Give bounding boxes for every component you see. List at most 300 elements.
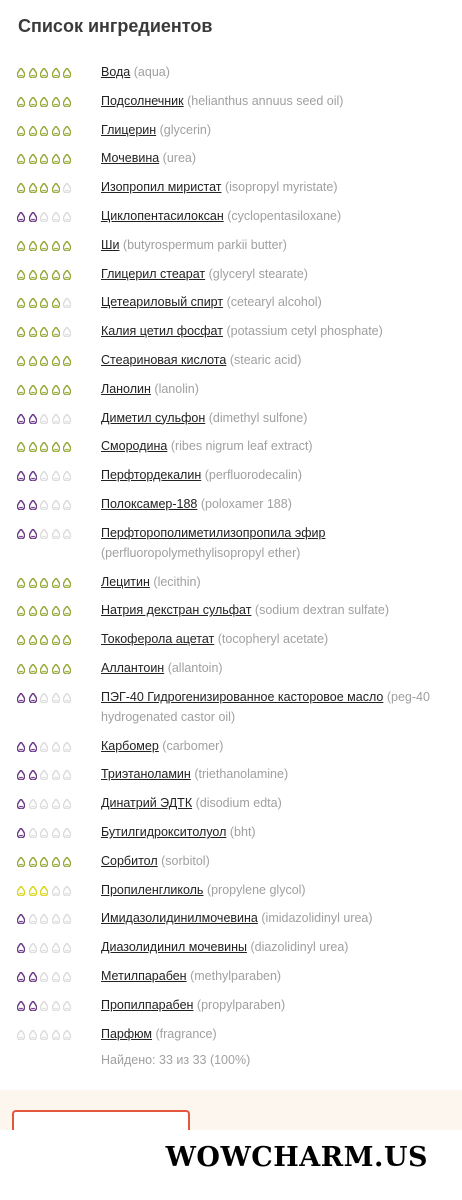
ingredient-text <box>101 523 451 563</box>
ingredient-text <box>101 822 451 842</box>
ingredient-name-link[interactable]: Вода <box>101 65 131 79</box>
drop-icon <box>29 327 37 336</box>
safety-rating <box>17 154 75 163</box>
ingredient-text <box>101 494 451 514</box>
ingredient-name-link[interactable]: Карбомер <box>101 738 159 753</box>
drop-icon <box>17 578 25 587</box>
safety-rating <box>17 241 75 250</box>
ingredient-name-link[interactable]: ПЭГ-40 Гидрогенизированное касторовое масло <box>101 689 384 704</box>
ingredient-name-link[interactable]: Калия цетил фосфат <box>101 324 223 339</box>
drop-icon <box>40 241 48 250</box>
drop-icon <box>52 799 60 808</box>
drop-icon <box>52 886 60 895</box>
drop-icon <box>63 1030 71 1039</box>
ingredient-name-link[interactable]: Пропилпарабен <box>101 997 194 1012</box>
drop-icon <box>52 327 60 336</box>
drop-icon <box>63 298 71 307</box>
drop-icon <box>63 471 71 480</box>
ingredient-text <box>101 793 451 813</box>
drop-icon <box>52 693 60 702</box>
drop-icon <box>52 471 60 480</box>
ingredient-name-link[interactable]: Цетеариловый спирт <box>101 295 224 310</box>
ingredient-name-link[interactable]: Смородина <box>101 439 168 454</box>
drop-icon <box>29 414 37 423</box>
drop-icon <box>40 770 48 779</box>
safety-rating <box>17 212 75 221</box>
ingredient-text <box>101 264 451 284</box>
ingredient-text <box>101 629 451 649</box>
drop-icon <box>17 799 25 808</box>
ingredient-latin: (sorbitol) <box>161 853 210 868</box>
safety-rating <box>17 270 75 279</box>
ingredient-latin: (lanolin) <box>154 381 199 396</box>
drop-icon <box>17 635 25 644</box>
drop-icon <box>40 943 48 952</box>
drop-icon <box>40 385 48 394</box>
drop-icon <box>17 886 25 895</box>
drop-icon <box>29 529 37 538</box>
ingredient-text <box>101 764 451 784</box>
drop-icon <box>63 972 71 981</box>
ingredient-latin: (ribes nigrum leaf extract) <box>170 439 313 454</box>
safety-rating <box>17 442 75 451</box>
drop-icon <box>40 578 48 587</box>
drop-icon <box>17 97 25 106</box>
drop-icon <box>63 693 71 702</box>
drop-icon <box>52 241 60 250</box>
drop-icon <box>63 742 71 751</box>
drop-icon <box>29 154 37 163</box>
drop-icon <box>17 664 25 673</box>
ingredient-name-link[interactable]: Сорбитол <box>101 853 158 868</box>
ingredient-name-link[interactable]: Имидазолидинилмочевина <box>101 911 258 926</box>
safety-rating <box>17 578 75 587</box>
ingredient-text <box>101 880 451 900</box>
drop-icon <box>17 183 25 192</box>
drop-icon <box>52 356 60 365</box>
safety-rating <box>17 471 75 480</box>
drop-icon <box>29 500 37 509</box>
ingredient-latin: (allantoin) <box>167 661 223 675</box>
drop-icon <box>63 212 71 221</box>
drop-icon <box>40 414 48 423</box>
drop-icon <box>29 1001 37 1010</box>
drop-icon <box>17 212 25 221</box>
drop-icon <box>40 972 48 981</box>
ingredient-text <box>101 1024 451 1044</box>
ingredient-text <box>101 321 451 341</box>
drop-icon <box>17 327 25 336</box>
drop-icon <box>29 742 37 751</box>
drop-icon <box>40 327 48 336</box>
ingredient-latin: (cetearyl alcohol) <box>226 295 322 310</box>
ingredient-name-link[interactable]: Мочевина <box>101 151 160 166</box>
drop-icon <box>52 857 60 866</box>
drop-icon <box>63 1001 71 1010</box>
drop-icon <box>40 183 48 192</box>
safety-rating <box>17 414 75 423</box>
safety-rating <box>17 664 75 673</box>
drop-icon <box>40 500 48 509</box>
drop-icon <box>52 664 60 673</box>
drop-icon <box>52 770 60 779</box>
drop-icon <box>29 241 37 250</box>
ingredient-name-link[interactable]: Пропиленгликоль <box>101 882 204 897</box>
ingredient-text <box>101 908 451 928</box>
drop-icon <box>29 857 37 866</box>
ingredient-text <box>101 91 451 111</box>
ingredient-latin: (helianthus annuus seed oil) <box>187 93 344 108</box>
drop-icon <box>29 212 37 221</box>
drop-icon <box>17 298 25 307</box>
ingredient-text <box>101 292 451 312</box>
drop-icon <box>17 742 25 751</box>
ingredient-latin: (stearic acid) <box>229 353 302 367</box>
safety-rating <box>17 1001 75 1010</box>
ingredient-text <box>101 600 451 620</box>
ingredient-latin: (carbomer) <box>162 738 224 753</box>
drop-icon <box>29 799 37 808</box>
drop-icon <box>17 385 25 394</box>
ingredient-name-link[interactable]: Изопропил миристат <box>101 180 222 195</box>
ingredient-text <box>101 235 451 255</box>
drop-icon <box>63 183 71 192</box>
drop-icon <box>40 298 48 307</box>
drop-icon <box>40 799 48 808</box>
drop-icon <box>40 664 48 673</box>
drop-icon <box>52 943 60 952</box>
drop-icon <box>17 356 25 365</box>
ingredient-text <box>101 687 451 727</box>
ingredient-latin: (aqua) <box>133 65 170 79</box>
ingredient-text <box>101 851 451 871</box>
ingredient-latin: (propylparaben) <box>196 997 286 1012</box>
safety-rating <box>17 857 75 866</box>
drop-icon <box>52 126 60 135</box>
ingredient-name-link[interactable]: Подсолнечник <box>101 93 184 108</box>
drop-icon <box>40 529 48 538</box>
ingredient-text <box>101 436 451 456</box>
drop-icon <box>63 68 71 77</box>
ingredient-latin: (poloxamer 188) <box>200 497 292 511</box>
drop-icon <box>52 529 60 538</box>
ingredient-latin: (sodium dextran sulfate) <box>254 603 390 618</box>
drop-icon <box>40 270 48 279</box>
drop-icon <box>63 828 71 837</box>
drop-icon <box>40 1030 48 1039</box>
ingredient-text <box>101 206 451 226</box>
drop-icon <box>52 385 60 394</box>
drop-icon <box>17 154 25 163</box>
ingredient-latin: (bht) <box>229 825 256 839</box>
ingredient-latin: (peg-40 hydrogenated castor oil) <box>101 689 430 724</box>
found-count: Найдено: 33 из 33 (100%) <box>101 1053 251 1067</box>
drop-icon <box>52 154 60 163</box>
ingredient-text <box>101 966 451 986</box>
safety-rating <box>17 298 75 307</box>
drop-icon <box>17 529 25 538</box>
drop-icon <box>63 241 71 250</box>
drop-icon <box>63 414 71 423</box>
drop-icon <box>52 606 60 615</box>
drop-icon <box>29 270 37 279</box>
ingredient-name-link[interactable]: Парфюм <box>101 1026 153 1041</box>
ingredient-text <box>101 62 451 82</box>
ingredient-name-link[interactable]: Диметил сульфон <box>101 410 206 425</box>
drop-icon <box>29 68 37 77</box>
drop-icon <box>63 770 71 779</box>
safety-rating <box>17 606 75 615</box>
ingredient-latin: (cyclopentasiloxane) <box>227 209 342 223</box>
ingredient-latin: (tocopheryl acetate) <box>217 632 329 647</box>
ingredient-name-link[interactable]: Ши <box>101 237 120 252</box>
ingredient-name-link[interactable]: Динатрий ЭДТК <box>101 796 193 811</box>
drop-icon <box>40 68 48 77</box>
ingredient-latin: (triethanolamine) <box>194 767 289 782</box>
safety-rating <box>17 500 75 509</box>
ingredient-text <box>101 350 451 370</box>
drop-icon <box>17 68 25 77</box>
safety-rating <box>17 972 75 981</box>
safety-rating <box>17 635 75 644</box>
safety-rating <box>17 693 75 702</box>
drop-icon <box>40 914 48 923</box>
safety-rating <box>17 799 75 808</box>
ingredient-name-link[interactable]: Перфторополиметилизопропила эфир <box>101 525 326 540</box>
ingredient-text <box>101 658 451 678</box>
drop-icon <box>17 857 25 866</box>
ingredient-name-link[interactable]: Глицерин <box>101 122 157 137</box>
drop-icon <box>63 97 71 106</box>
ingredient-name-link[interactable]: Бутилгидрокситолуол <box>101 825 227 839</box>
drop-icon <box>52 635 60 644</box>
drop-icon <box>63 126 71 135</box>
drop-icon <box>63 857 71 866</box>
safety-rating <box>17 1030 75 1039</box>
drop-icon <box>29 635 37 644</box>
drop-icon <box>40 212 48 221</box>
drop-icon <box>63 442 71 451</box>
ingredient-latin: (glycerin) <box>159 122 212 137</box>
drop-icon <box>52 270 60 279</box>
ingredient-name-link[interactable]: Перфтордекалин <box>101 468 202 483</box>
ingredient-name-link[interactable]: Диазолидинил мочевины <box>101 940 247 955</box>
drop-icon <box>40 154 48 163</box>
drop-icon <box>40 606 48 615</box>
drop-icon <box>29 914 37 923</box>
safety-rating <box>17 770 75 779</box>
drop-icon <box>17 943 25 952</box>
drop-icon <box>17 1001 25 1010</box>
drop-icon <box>40 828 48 837</box>
drop-icon <box>17 270 25 279</box>
ingredient-text <box>101 379 451 399</box>
safety-rating <box>17 943 75 952</box>
drop-icon <box>40 126 48 135</box>
ingredient-latin: (potassium cetyl phosphate) <box>226 324 383 339</box>
drop-icon <box>52 972 60 981</box>
drop-icon <box>63 606 71 615</box>
drop-icon <box>63 635 71 644</box>
drop-icon <box>40 471 48 480</box>
drop-icon <box>29 356 37 365</box>
drop-icon <box>29 693 37 702</box>
ingredient-name-link[interactable]: Полоксамер-188 <box>101 497 198 511</box>
drop-icon <box>52 183 60 192</box>
ingredient-text <box>101 937 451 957</box>
ingredient-text <box>101 148 451 168</box>
drop-icon <box>63 500 71 509</box>
ingredient-name-link[interactable]: Циклопентасилоксан <box>101 209 224 223</box>
drop-icon <box>63 886 71 895</box>
drop-icon <box>17 828 25 837</box>
drop-icon <box>40 97 48 106</box>
drop-icon <box>17 126 25 135</box>
ingredient-text <box>101 736 451 756</box>
drop-icon <box>52 1001 60 1010</box>
drop-icon <box>52 68 60 77</box>
safety-rating <box>17 385 75 394</box>
ingredient-latin: (diazolidinyl urea) <box>250 940 349 955</box>
drop-icon <box>63 270 71 279</box>
safety-rating <box>17 886 75 895</box>
safety-rating <box>17 742 75 751</box>
safety-rating <box>17 327 75 336</box>
ingredient-latin: (methylparaben) <box>190 969 282 983</box>
drop-icon <box>52 742 60 751</box>
ingredient-latin: (isopropyl myristate) <box>224 180 338 195</box>
page-title: Список ингредиентов <box>18 16 213 36</box>
drop-icon <box>29 97 37 106</box>
ingredient-name-link[interactable]: Триэтаноламин <box>101 767 191 782</box>
watermark: WOWCHARM.US <box>165 1142 428 1173</box>
drop-icon <box>17 442 25 451</box>
drop-icon <box>29 126 37 135</box>
ingredient-latin: (urea) <box>162 151 197 166</box>
drop-icon <box>52 1030 60 1039</box>
drop-icon <box>17 241 25 250</box>
drop-icon <box>40 742 48 751</box>
ingredient-latin: (lecithin) <box>153 574 201 589</box>
drop-icon <box>29 578 37 587</box>
drop-icon <box>40 635 48 644</box>
ingredient-latin: (glyceryl stearate) <box>208 266 308 281</box>
ingredient-latin: (perfluoropolymethylisopropyl ether) <box>101 545 301 560</box>
ingredient-text <box>101 120 451 140</box>
drop-icon <box>63 385 71 394</box>
ingredient-latin: (dimethyl sulfone) <box>208 410 308 425</box>
drop-icon <box>17 606 25 615</box>
drop-icon <box>29 606 37 615</box>
drop-icon <box>63 529 71 538</box>
safety-rating <box>17 126 75 135</box>
drop-icon <box>63 154 71 163</box>
drop-icon <box>63 799 71 808</box>
ingredient-text <box>101 465 451 485</box>
ingredient-name-link[interactable]: Стеариновая кислота <box>101 353 227 367</box>
drop-icon <box>40 442 48 451</box>
safety-rating <box>17 914 75 923</box>
ingredient-latin: (butyrospermum parkii butter) <box>122 237 287 252</box>
drop-icon <box>17 972 25 981</box>
ingredient-text <box>101 572 451 592</box>
drop-icon <box>52 97 60 106</box>
drop-icon <box>63 664 71 673</box>
drop-icon <box>63 914 71 923</box>
drop-icon <box>29 828 37 837</box>
ingredient-latin: (propylene glycol) <box>206 882 306 897</box>
ingredient-latin: (perfluorodecalin) <box>204 468 302 483</box>
drop-icon <box>29 1030 37 1039</box>
drop-icon <box>40 356 48 365</box>
safety-rating <box>17 68 75 77</box>
ingredient-name-link[interactable]: Глицерил стеарат <box>101 266 206 281</box>
drop-icon <box>17 770 25 779</box>
drop-icon <box>17 693 25 702</box>
drop-icon <box>17 471 25 480</box>
drop-icon <box>52 578 60 587</box>
drop-icon <box>52 212 60 221</box>
drop-icon <box>52 828 60 837</box>
ingredient-latin: (fragrance) <box>155 1026 217 1041</box>
safety-rating <box>17 828 75 837</box>
drop-icon <box>29 664 37 673</box>
drop-icon <box>52 500 60 509</box>
drop-icon <box>40 693 48 702</box>
drop-icon <box>63 356 71 365</box>
drop-icon <box>29 972 37 981</box>
drop-icon <box>40 886 48 895</box>
drop-icon <box>29 770 37 779</box>
drop-icon <box>52 414 60 423</box>
safety-rating <box>17 529 75 538</box>
drop-icon <box>52 914 60 923</box>
drop-icon <box>40 857 48 866</box>
safety-rating <box>17 356 75 365</box>
ingredient-text <box>101 177 451 197</box>
drop-icon <box>29 385 37 394</box>
drop-icon <box>17 914 25 923</box>
drop-icon <box>29 442 37 451</box>
drop-icon <box>40 1001 48 1010</box>
ingredient-text <box>101 408 451 428</box>
ingredient-name-link[interactable]: Лецитин <box>101 574 150 589</box>
drop-icon <box>29 886 37 895</box>
drop-icon <box>52 442 60 451</box>
drop-icon <box>52 298 60 307</box>
safety-rating <box>17 97 75 106</box>
ingredient-name-link[interactable]: Аллантоин <box>101 661 165 675</box>
ingredient-name-link[interactable]: Ланолин <box>101 381 151 396</box>
safety-rating <box>17 183 75 192</box>
drop-icon <box>63 327 71 336</box>
drop-icon <box>29 471 37 480</box>
ingredient-name-link[interactable]: Метилпарабен <box>101 969 187 983</box>
drop-icon <box>63 943 71 952</box>
drop-icon <box>29 298 37 307</box>
ingredient-name-link[interactable]: Натрия декстран сульфат <box>101 603 252 618</box>
drop-icon <box>17 1030 25 1039</box>
ingredient-text <box>101 995 451 1015</box>
ingredient-name-link[interactable]: Токоферола ацетат <box>101 632 215 647</box>
ingredient-latin: (disodium edta) <box>195 796 282 811</box>
drop-icon <box>63 578 71 587</box>
drop-icon <box>17 500 25 509</box>
drop-icon <box>29 943 37 952</box>
drop-icon <box>29 183 37 192</box>
ingredient-latin: (imidazolidinyl urea) <box>261 911 373 926</box>
drop-icon <box>17 414 25 423</box>
